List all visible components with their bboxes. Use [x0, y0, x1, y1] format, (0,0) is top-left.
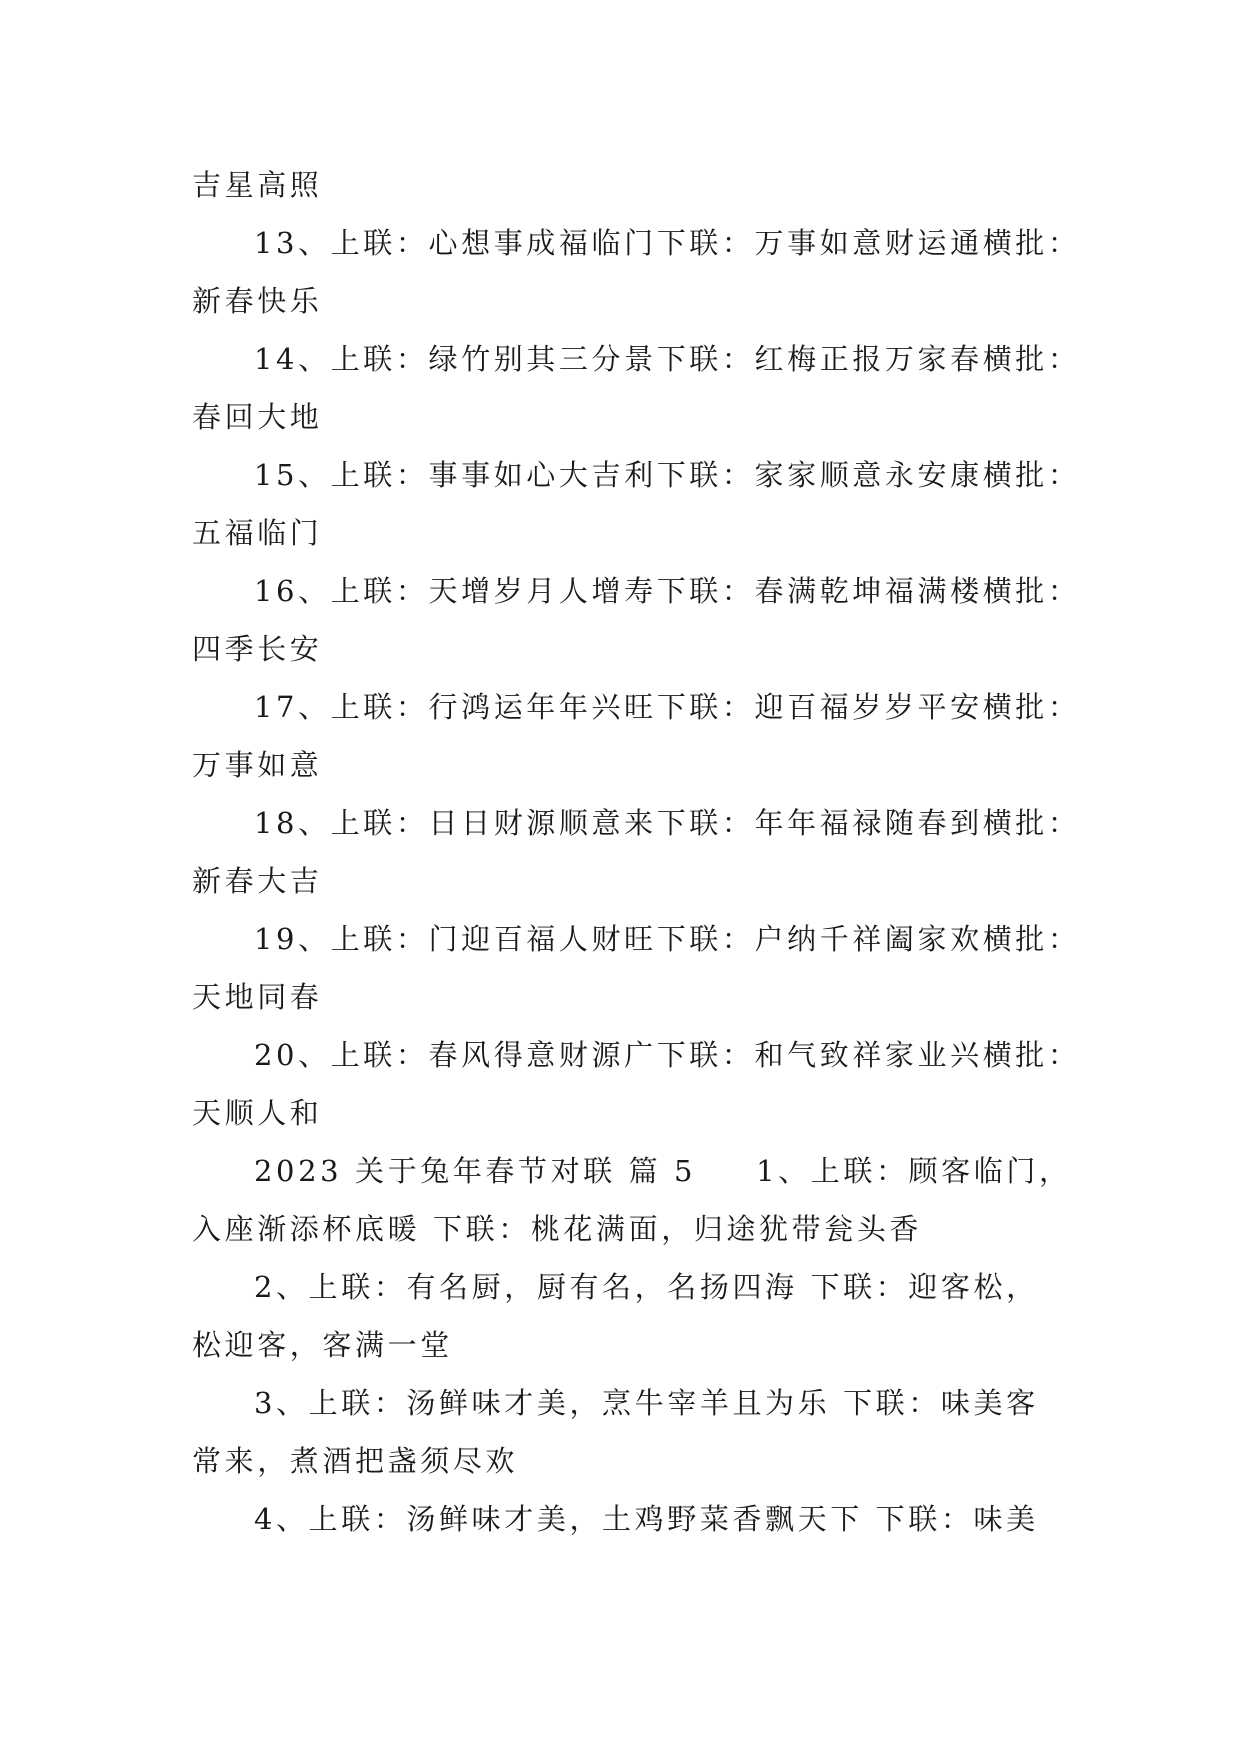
text-line: 万事如意: [192, 748, 323, 782]
section-heading-line: [192, 1142, 1072, 1200]
text-line: 天顺人和: [192, 1096, 323, 1130]
section-heading: 2023 关于兔年春节对联 篇 5: [254, 1154, 697, 1188]
couplet-item-4: 4、上联：汤鲜味才美，土鸡野菜香飘天下 下联：味美: [254, 1502, 1039, 1536]
couplet-item-20: 20、上联：春风得意财源广下联：和气致祥家业兴横批：: [254, 1038, 1081, 1072]
couplet-item-19: 19、上联：门迎百福人财旺下联：户纳千祥阖家欢横批：: [254, 922, 1081, 956]
text-line: 入座渐添杯底暖 下联：桃花满面，归途犹带瓮头香: [192, 1212, 923, 1246]
couplet-item-1: 1、上联：顾客临门，: [756, 1154, 1072, 1188]
couplet-item-17: 17、上联：行鸿运年年兴旺下联：迎百福岁岁平安横批：: [254, 690, 1081, 724]
couplet-item-2: 2、上联：有名厨，厨有名，名扬四海 下联：迎客松，: [254, 1270, 1039, 1304]
text-line: 天地同春: [192, 980, 323, 1014]
text-line: 新春快乐: [192, 284, 323, 318]
text-line: 常来，煮酒把盏须尽欢: [192, 1444, 519, 1478]
couplet-item-13: 13、上联：心想事成福临门下联：万事如意财运通横批：: [254, 226, 1081, 260]
couplet-item-14: 14、上联：绿竹别其三分景下联：红梅正报万家春横批：: [254, 342, 1081, 376]
couplet-item-16: 16、上联：天增岁月人增寿下联：春满乾坤福满楼横批：: [254, 574, 1081, 608]
text-line: 松迎客，客满一堂: [192, 1328, 453, 1362]
text-line: 吉星高照: [192, 168, 323, 202]
document-body: [192, 156, 1081, 1548]
text-line: 五福临门: [192, 516, 323, 550]
text-line: 四季长安: [192, 632, 323, 666]
couplet-item-18: 18、上联：日日财源顺意来下联：年年福禄随春到横批：: [254, 806, 1081, 840]
couplet-item-15: 15、上联：事事如心大吉利下联：家家顺意永安康横批：: [254, 458, 1081, 492]
text-line: 春回大地: [192, 400, 323, 434]
couplet-item-3: 3、上联：汤鲜味才美，烹牛宰羊且为乐 下联：味美客: [254, 1386, 1039, 1420]
text-line: 新春大吉: [192, 864, 323, 898]
